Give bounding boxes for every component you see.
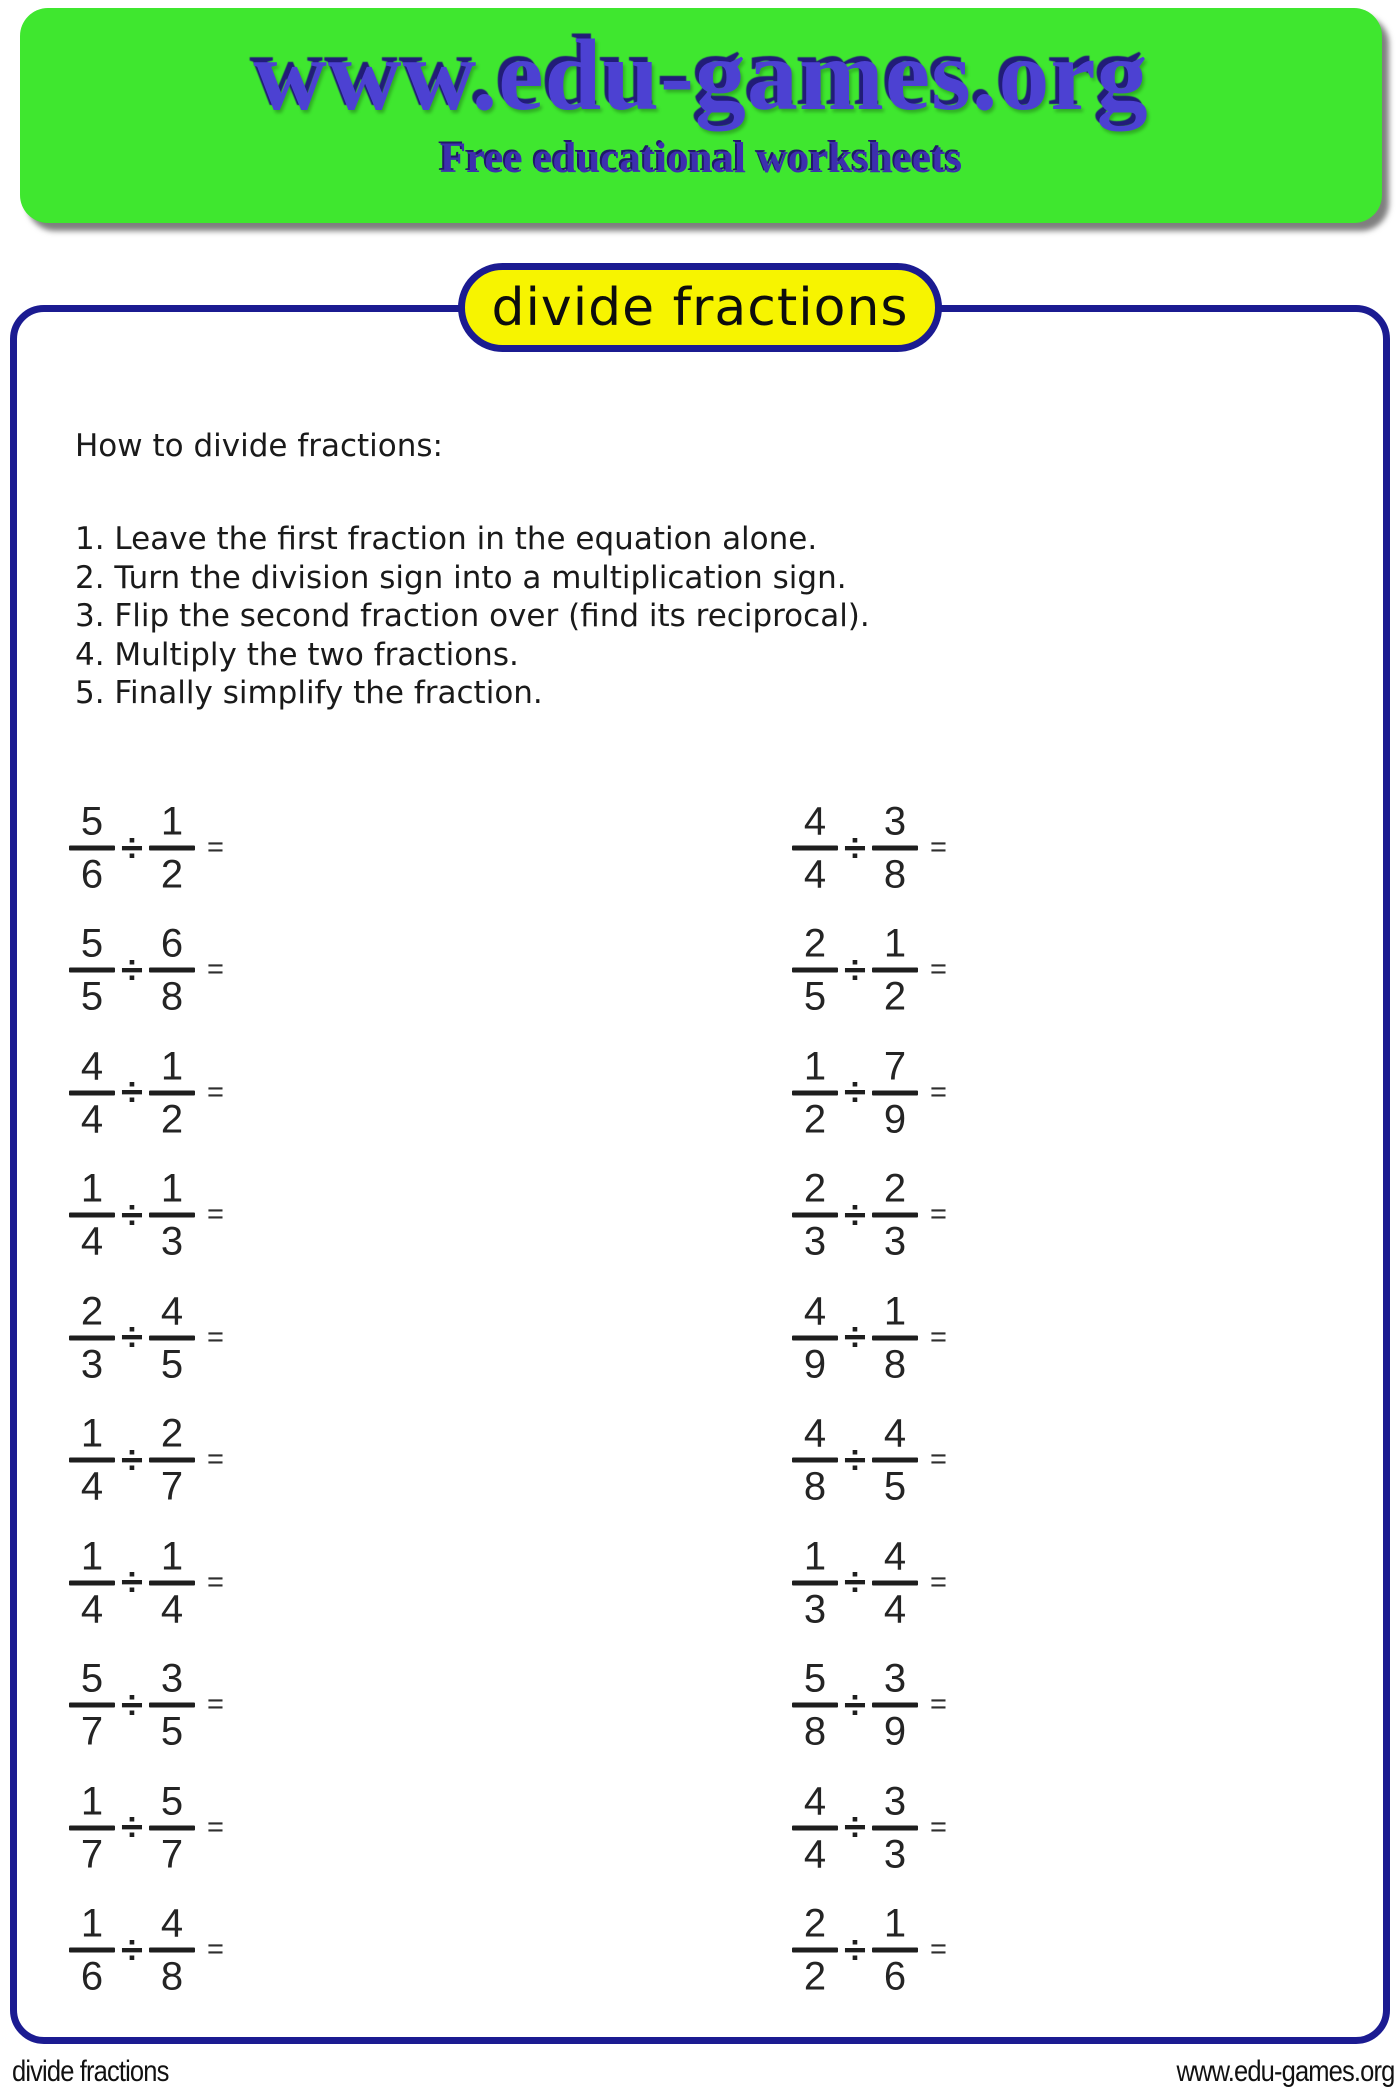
fraction [870,1290,920,1385]
problem-row [67,1903,224,1998]
fraction-bar [69,1580,115,1585]
problem-row [790,1903,947,1998]
denominator: 7 [80,1709,104,1754]
fraction [870,1535,920,1630]
fraction [67,923,117,1018]
denominator: 6 [80,852,104,897]
problem-row [790,1045,947,1140]
worksheet-title-pill [458,263,942,352]
equals-sign: = [206,1688,224,1721]
numerator: 1 [883,921,907,966]
denominator: 7 [160,1832,184,1877]
equals-sign: = [206,1566,224,1599]
problem-row [67,1045,224,1140]
equals-sign: = [929,1321,947,1354]
numerator: 5 [160,1779,184,1824]
problem-row [67,1535,224,1630]
fraction-bar [149,846,195,851]
fraction [870,1903,920,1998]
fraction [790,1413,840,1508]
equals-sign: = [206,1198,224,1231]
denominator: 2 [803,1097,827,1142]
fraction [790,1168,840,1263]
divide-sign: ÷ [121,1193,143,1238]
denominator: 8 [160,1954,184,1999]
numerator: 1 [80,1166,104,1211]
denominator: 4 [803,1832,827,1877]
fraction-bar [872,1703,918,1708]
equals-sign: = [929,1443,947,1476]
fraction [790,1290,840,1385]
fraction-bar [69,1213,115,1218]
numerator: 5 [80,799,104,844]
numerator: 3 [160,1656,184,1701]
numerator: 2 [160,1411,184,1456]
denominator: 8 [883,852,907,897]
problem-row [790,801,947,896]
fraction-bar [792,1948,838,1953]
problem-row [790,1168,947,1263]
fraction [67,1045,117,1140]
divide-sign: ÷ [844,1193,866,1238]
divide-sign: ÷ [121,1315,143,1360]
fraction-bar [792,1703,838,1708]
denominator: 5 [803,974,827,1019]
fraction-bar [872,846,918,851]
problem-row [67,1168,224,1263]
denominator: 4 [80,1219,104,1264]
equals-sign: = [929,1076,947,1109]
denominator: 2 [160,1097,184,1142]
instructions-list [75,520,870,713]
problem-row [790,923,947,1018]
numerator: 2 [883,1166,907,1211]
numerator: 3 [883,799,907,844]
fraction-bar [872,968,918,973]
equals-sign: = [929,1811,947,1844]
divide-sign: ÷ [844,826,866,870]
equals-sign: = [206,1076,224,1109]
fraction [790,1535,840,1630]
fraction-bar [69,1948,115,1953]
equals-sign: = [206,953,224,986]
fraction-bar [149,1335,195,1340]
problem-row [790,1413,947,1508]
fraction [147,1535,197,1630]
numerator: 2 [803,921,827,966]
problem-row [67,801,224,896]
fraction [790,923,840,1018]
divide-sign: ÷ [844,1438,866,1483]
problem-row [67,923,224,1018]
fraction-bar [69,1703,115,1708]
numerator: 7 [883,1044,907,1089]
numerator: 1 [160,1534,184,1579]
footer-site: www.edu-games.org [1176,2055,1394,2088]
numerator: 2 [80,1289,104,1334]
denominator: 9 [883,1709,907,1754]
denominator: 2 [883,974,907,1019]
fraction [790,1903,840,1998]
fraction-bar [872,1335,918,1340]
divide-sign: ÷ [121,948,143,993]
denominator: 5 [883,1464,907,1509]
equals-sign: = [929,1198,947,1231]
divide-sign: ÷ [121,1928,143,1973]
numerator: 1 [80,1901,104,1946]
equals-sign: = [206,1443,224,1476]
fraction [870,1780,920,1875]
divide-sign: ÷ [844,1315,866,1360]
fraction [67,1535,117,1630]
fraction-bar [872,1948,918,1953]
denominator: 5 [160,1709,184,1754]
numerator: 3 [883,1656,907,1701]
equals-sign: = [929,953,947,986]
fraction [870,1658,920,1753]
denominator: 5 [80,974,104,1019]
denominator: 4 [80,1097,104,1142]
instruction-step: 1. Leave the first fraction in the equation alone. [75,521,818,557]
fraction-bar [69,968,115,973]
site-subtitle: Free educational worksheets [439,135,963,183]
fraction [67,1168,117,1263]
fraction-bar [792,1458,838,1463]
fraction-bar [792,968,838,973]
footer-title: divide fractions [12,2055,169,2088]
denominator: 6 [80,1954,104,1999]
problem-row [67,1290,224,1385]
numerator: 5 [803,1656,827,1701]
divide-sign: ÷ [844,1805,866,1850]
fraction-bar [792,1335,838,1340]
problem-row [67,1780,224,1875]
numerator: 1 [80,1534,104,1579]
fraction-bar [872,1213,918,1218]
denominator: 9 [883,1097,907,1142]
divide-sign: ÷ [121,1070,143,1115]
fraction-bar [872,1825,918,1830]
fraction [147,1780,197,1875]
denominator: 7 [80,1832,104,1877]
fraction-bar [149,1090,195,1095]
fraction [67,1290,117,1385]
numerator: 4 [803,1411,827,1456]
numerator: 4 [883,1411,907,1456]
numerator: 1 [803,1534,827,1579]
fraction-bar [69,1458,115,1463]
fraction [147,1903,197,1998]
divide-sign: ÷ [844,948,866,993]
fraction [790,1658,840,1753]
numerator: 6 [160,921,184,966]
fraction-bar [69,1825,115,1830]
fraction [67,801,117,896]
equals-sign: = [929,1566,947,1599]
fraction [147,801,197,896]
equals-sign: = [206,1321,224,1354]
denominator: 4 [80,1464,104,1509]
denominator: 8 [803,1709,827,1754]
numerator: 4 [160,1901,184,1946]
divide-sign: ÷ [844,1683,866,1728]
fraction [790,1045,840,1140]
fraction-bar [149,1213,195,1218]
numerator: 1 [160,1044,184,1089]
denominator: 4 [883,1587,907,1632]
fraction [67,1780,117,1875]
fraction [147,1413,197,1508]
denominator: 3 [803,1219,827,1264]
fraction-bar [69,846,115,851]
denominator: 8 [803,1464,827,1509]
fraction [870,1045,920,1140]
problem-row [790,1658,947,1753]
instruction-step: 2. Turn the division sign into a multiplication sign. [75,559,847,596]
denominator: 3 [80,1342,104,1387]
equals-sign: = [206,831,224,864]
denominator: 3 [883,1219,907,1264]
denominator: 2 [803,1954,827,1999]
numerator: 1 [160,1166,184,1211]
fraction-bar [149,1948,195,1953]
denominator: 8 [883,1342,907,1387]
fraction-bar [149,1703,195,1708]
fraction-bar [69,1090,115,1095]
fraction-bar [872,1580,918,1585]
instruction-step: 4. Multiply the two fractions. [75,636,519,673]
fraction [67,1903,117,1998]
denominator: 3 [803,1587,827,1632]
denominator: 6 [883,1954,907,1999]
numerator: 4 [80,1044,104,1089]
denominator: 4 [80,1587,104,1632]
denominator: 4 [160,1587,184,1632]
problem-row [67,1413,224,1508]
problem-row [790,1535,947,1630]
numerator: 1 [883,1289,907,1334]
fraction-bar [149,1458,195,1463]
fraction [870,923,920,1018]
divide-sign: ÷ [844,1928,866,1973]
numerator: 5 [80,921,104,966]
divide-sign: ÷ [121,1560,143,1605]
numerator: 1 [80,1411,104,1456]
fraction-bar [792,1090,838,1095]
equals-sign: = [929,831,947,864]
fraction-bar [872,1458,918,1463]
denominator: 5 [160,1342,184,1387]
equals-sign: = [929,1933,947,1966]
numerator: 1 [803,1044,827,1089]
numerator: 4 [883,1534,907,1579]
denominator: 2 [160,852,184,897]
numerator: 1 [883,1901,907,1946]
fraction-bar [792,846,838,851]
numerator: 1 [160,799,184,844]
numerator: 4 [803,799,827,844]
equals-sign: = [206,1933,224,1966]
fraction [67,1658,117,1753]
equals-sign: = [929,1688,947,1721]
problem-row [67,1658,224,1753]
problem-row [790,1290,947,1385]
denominator: 8 [160,974,184,1019]
divide-sign: ÷ [844,1560,866,1605]
numerator: 4 [803,1779,827,1824]
site-banner [20,8,1382,223]
fraction-bar [69,1335,115,1340]
fraction [870,1413,920,1508]
numerator: 1 [80,1779,104,1824]
numerator: 2 [803,1901,827,1946]
numerator: 4 [803,1289,827,1334]
denominator: 3 [160,1219,184,1264]
denominator: 7 [160,1464,184,1509]
instruction-step: 5. Finally simplify the fraction. [75,675,543,711]
denominator: 9 [803,1342,827,1387]
denominator: 4 [803,852,827,897]
problem-row [790,1780,947,1875]
fraction [790,1780,840,1875]
fraction-bar [872,1090,918,1095]
numerator: 3 [883,1779,907,1824]
fraction-bar [792,1825,838,1830]
fraction [870,801,920,896]
fraction [147,1658,197,1753]
fraction-bar [149,1580,195,1585]
numerator: 4 [160,1289,184,1334]
denominator: 3 [883,1832,907,1877]
fraction-bar [149,968,195,973]
divide-sign: ÷ [121,1438,143,1483]
divide-sign: ÷ [121,1805,143,1850]
fraction [147,1168,197,1263]
fraction [870,1168,920,1263]
fraction [790,801,840,896]
divide-sign: ÷ [121,1683,143,1728]
equals-sign: = [206,1811,224,1844]
numerator: 5 [80,1656,104,1701]
divide-sign: ÷ [844,1070,866,1115]
fraction [147,1290,197,1385]
fraction [67,1413,117,1508]
fraction-bar [792,1580,838,1585]
fraction [147,1045,197,1140]
fraction-bar [149,1825,195,1830]
worksheet-title: divide fractions [491,277,909,338]
instructions-heading: How to divide fractions: [75,428,443,464]
fraction [147,923,197,1018]
divide-sign: ÷ [121,826,143,870]
instruction-step: 3. Flip the second fraction over (find its reciprocal). [75,598,870,634]
numerator: 2 [803,1166,827,1211]
fraction-bar [792,1213,838,1218]
site-title: www.edu-games.org [253,19,1149,132]
